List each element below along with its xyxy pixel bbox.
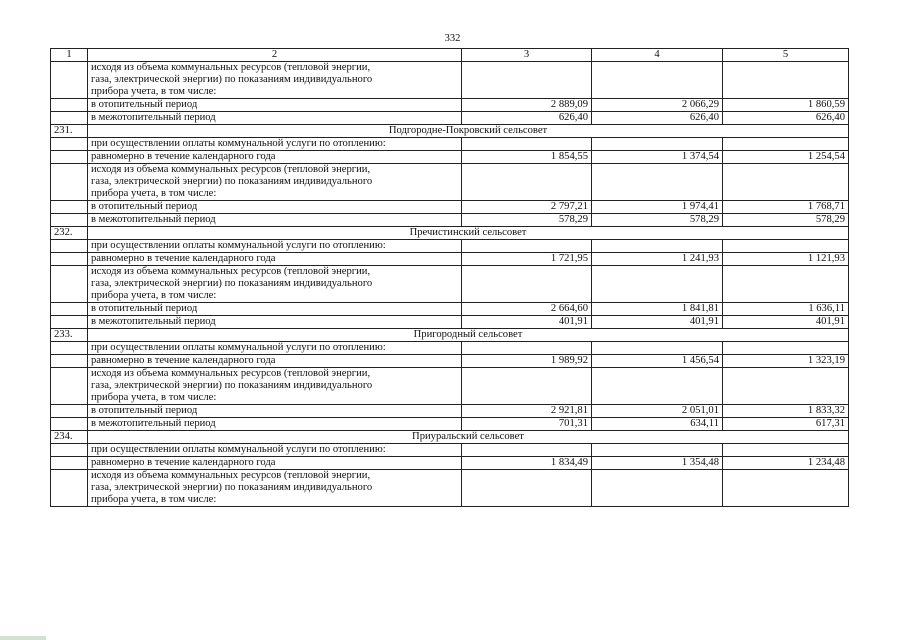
value-col-3: 1 721,95 [462, 253, 592, 266]
row-number [51, 201, 88, 214]
row-number: 231. [51, 125, 88, 138]
row-description [88, 470, 462, 507]
row-number [51, 368, 88, 405]
value-col-5: 401,91 [723, 316, 849, 329]
description-line: газа, электрической энергии) по показаниям индивидуального [91, 176, 373, 187]
tariff-table [50, 48, 849, 507]
row-description: равномерно в течение календарного года [88, 355, 462, 368]
row-description: в отопительный период [88, 201, 462, 214]
row-number [51, 164, 88, 201]
value-col-4: 634,11 [592, 418, 723, 431]
row-description: при осуществлении оплаты коммунальной услуги по отоплению: [88, 138, 462, 151]
table-row [51, 444, 849, 457]
row-number [51, 138, 88, 151]
value-col-4: 401,91 [592, 316, 723, 329]
description-line: исходя из объема коммунальных ресурсов (тепловой энергии, [91, 62, 371, 73]
value-col-3: 2 797,21 [462, 201, 592, 214]
value-col-4 [592, 138, 723, 151]
row-description [88, 62, 462, 99]
value-col-5 [723, 368, 849, 405]
table-row [51, 342, 849, 355]
row-description: в межотопительный период [88, 112, 462, 125]
row-description: в межотопительный период [88, 316, 462, 329]
row-number [51, 457, 88, 470]
value-col-3 [462, 266, 592, 303]
row-number [51, 240, 88, 253]
header-cell-2: 2 [88, 49, 462, 62]
table-row [51, 470, 849, 507]
header-cell-4: 4 [592, 49, 723, 62]
value-col-4 [592, 444, 723, 457]
value-col-4: 1 974,41 [592, 201, 723, 214]
value-col-4 [592, 470, 723, 507]
value-col-4: 1 241,93 [592, 253, 723, 266]
row-number [51, 99, 88, 112]
row-number [51, 266, 88, 303]
value-col-5 [723, 138, 849, 151]
value-col-4 [592, 240, 723, 253]
value-col-5: 617,31 [723, 418, 849, 431]
value-col-4 [592, 342, 723, 355]
value-col-5: 1 121,93 [723, 253, 849, 266]
row-number [51, 355, 88, 368]
value-col-4: 2 051,01 [592, 405, 723, 418]
row-description: в межотопительный период [88, 418, 462, 431]
description-line: прибора учета, в том числе: [91, 392, 217, 403]
value-col-3: 1 854,55 [462, 151, 592, 164]
value-col-5 [723, 342, 849, 355]
description-line: исходя из объема коммунальных ресурсов (тепловой энергии, [91, 164, 371, 175]
value-col-5 [723, 444, 849, 457]
row-number [51, 151, 88, 164]
value-col-5: 1 768,71 [723, 201, 849, 214]
table-row [51, 457, 849, 470]
value-col-3: 2 889,09 [462, 99, 592, 112]
table-row [51, 201, 849, 214]
table-row [51, 368, 849, 405]
value-col-5: 1 234,48 [723, 457, 849, 470]
description-line: прибора учета, в том числе: [91, 290, 217, 301]
row-description [88, 368, 462, 405]
value-col-4: 578,29 [592, 214, 723, 227]
row-number [51, 214, 88, 227]
table-row [51, 164, 849, 201]
description-line: газа, электрической энергии) по показаниям индивидуального [91, 380, 373, 391]
value-col-3: 626,40 [462, 112, 592, 125]
settlement-row [51, 431, 849, 444]
description-line: прибора учета, в том числе: [91, 494, 217, 505]
table-row [51, 266, 849, 303]
table-row [51, 303, 849, 316]
value-col-5: 578,29 [723, 214, 849, 227]
row-description: в отопительный период [88, 405, 462, 418]
value-col-3 [462, 62, 592, 99]
value-col-5: 626,40 [723, 112, 849, 125]
value-col-4 [592, 266, 723, 303]
value-col-4: 1 374,54 [592, 151, 723, 164]
table-row [51, 151, 849, 164]
page-number: 332 [444, 33, 461, 44]
value-col-3 [462, 138, 592, 151]
row-number [51, 316, 88, 329]
value-col-3: 701,31 [462, 418, 592, 431]
settlement-row [51, 125, 849, 138]
table-row [51, 112, 849, 125]
value-col-4 [592, 368, 723, 405]
table-body [51, 49, 849, 507]
row-description [88, 164, 462, 201]
table-row [51, 214, 849, 227]
row-number [51, 253, 88, 266]
value-col-5 [723, 240, 849, 253]
settlement-name: Пригородный сельсовет [88, 329, 849, 342]
value-col-5: 1 833,32 [723, 405, 849, 418]
value-col-3: 2 664,60 [462, 303, 592, 316]
header-row [51, 49, 849, 62]
value-col-5 [723, 62, 849, 99]
value-col-4: 1 841,81 [592, 303, 723, 316]
table-row [51, 355, 849, 368]
value-col-5 [723, 266, 849, 303]
description-line: исходя из объема коммунальных ресурсов (тепловой энергии, [91, 266, 371, 277]
row-description: в отопительный период [88, 99, 462, 112]
value-col-4: 626,40 [592, 112, 723, 125]
value-col-4: 1 354,48 [592, 457, 723, 470]
description-line: газа, электрической энергии) по показаниям индивидуального [91, 278, 373, 289]
table-row [51, 253, 849, 266]
value-col-3 [462, 240, 592, 253]
row-number [51, 62, 88, 99]
value-col-5: 1 636,11 [723, 303, 849, 316]
row-number [51, 112, 88, 125]
value-col-3: 1 834,49 [462, 457, 592, 470]
description-line: прибора учета, в том числе: [91, 86, 217, 97]
value-col-3 [462, 342, 592, 355]
row-description: при осуществлении оплаты коммунальной услуги по отоплению: [88, 240, 462, 253]
settlement-name: Пречистинский сельсовет [88, 227, 849, 240]
table-row [51, 138, 849, 151]
row-number [51, 418, 88, 431]
header-cell-5: 5 [723, 49, 849, 62]
row-number: 232. [51, 227, 88, 240]
value-col-5: 1 860,59 [723, 99, 849, 112]
header-cell-1: 1 [51, 49, 88, 62]
value-col-4: 1 456,54 [592, 355, 723, 368]
table-row [51, 99, 849, 112]
value-col-3: 2 921,81 [462, 405, 592, 418]
value-col-3 [462, 444, 592, 457]
row-number [51, 405, 88, 418]
description-line: прибора учета, в том числе: [91, 188, 217, 199]
description-line: исходя из объема коммунальных ресурсов (тепловой энергии, [91, 470, 371, 481]
row-description: равномерно в течение календарного года [88, 253, 462, 266]
description-line: газа, электрической энергии) по показаниям индивидуального [91, 74, 373, 85]
row-description: в межотопительный период [88, 214, 462, 227]
table-row [51, 240, 849, 253]
value-col-3: 578,29 [462, 214, 592, 227]
settlement-row [51, 227, 849, 240]
value-col-5 [723, 470, 849, 507]
settlement-name: Приуральский сельсовет [88, 431, 849, 444]
value-col-4: 2 066,29 [592, 99, 723, 112]
value-col-3 [462, 470, 592, 507]
row-description: при осуществлении оплаты коммунальной услуги по отоплению: [88, 342, 462, 355]
value-col-4 [592, 62, 723, 99]
description-line: исходя из объема коммунальных ресурсов (тепловой энергии, [91, 368, 371, 379]
row-number: 234. [51, 431, 88, 444]
row-description [88, 266, 462, 303]
row-description: в отопительный период [88, 303, 462, 316]
value-col-3 [462, 164, 592, 201]
value-col-4 [592, 164, 723, 201]
settlement-name: Подгородне-Покровский сельсовет [88, 125, 849, 138]
value-col-3 [462, 368, 592, 405]
value-col-5: 1 254,54 [723, 151, 849, 164]
description-line: газа, электрической энергии) по показаниям индивидуального [91, 482, 373, 493]
row-description: равномерно в течение календарного года [88, 457, 462, 470]
header-cell-3: 3 [462, 49, 592, 62]
row-number [51, 303, 88, 316]
row-number [51, 444, 88, 457]
settlement-row [51, 329, 849, 342]
scan-edge-mark [0, 636, 46, 640]
row-description: равномерно в течение календарного года [88, 151, 462, 164]
value-col-3: 401,91 [462, 316, 592, 329]
row-description: при осуществлении оплаты коммунальной услуги по отоплению: [88, 444, 462, 457]
row-number [51, 470, 88, 507]
table-row [51, 418, 849, 431]
table-row [51, 316, 849, 329]
table-row [51, 62, 849, 99]
value-col-5 [723, 164, 849, 201]
row-number [51, 342, 88, 355]
value-col-5: 1 323,19 [723, 355, 849, 368]
table-row [51, 405, 849, 418]
row-number: 233. [51, 329, 88, 342]
value-col-3: 1 989,92 [462, 355, 592, 368]
